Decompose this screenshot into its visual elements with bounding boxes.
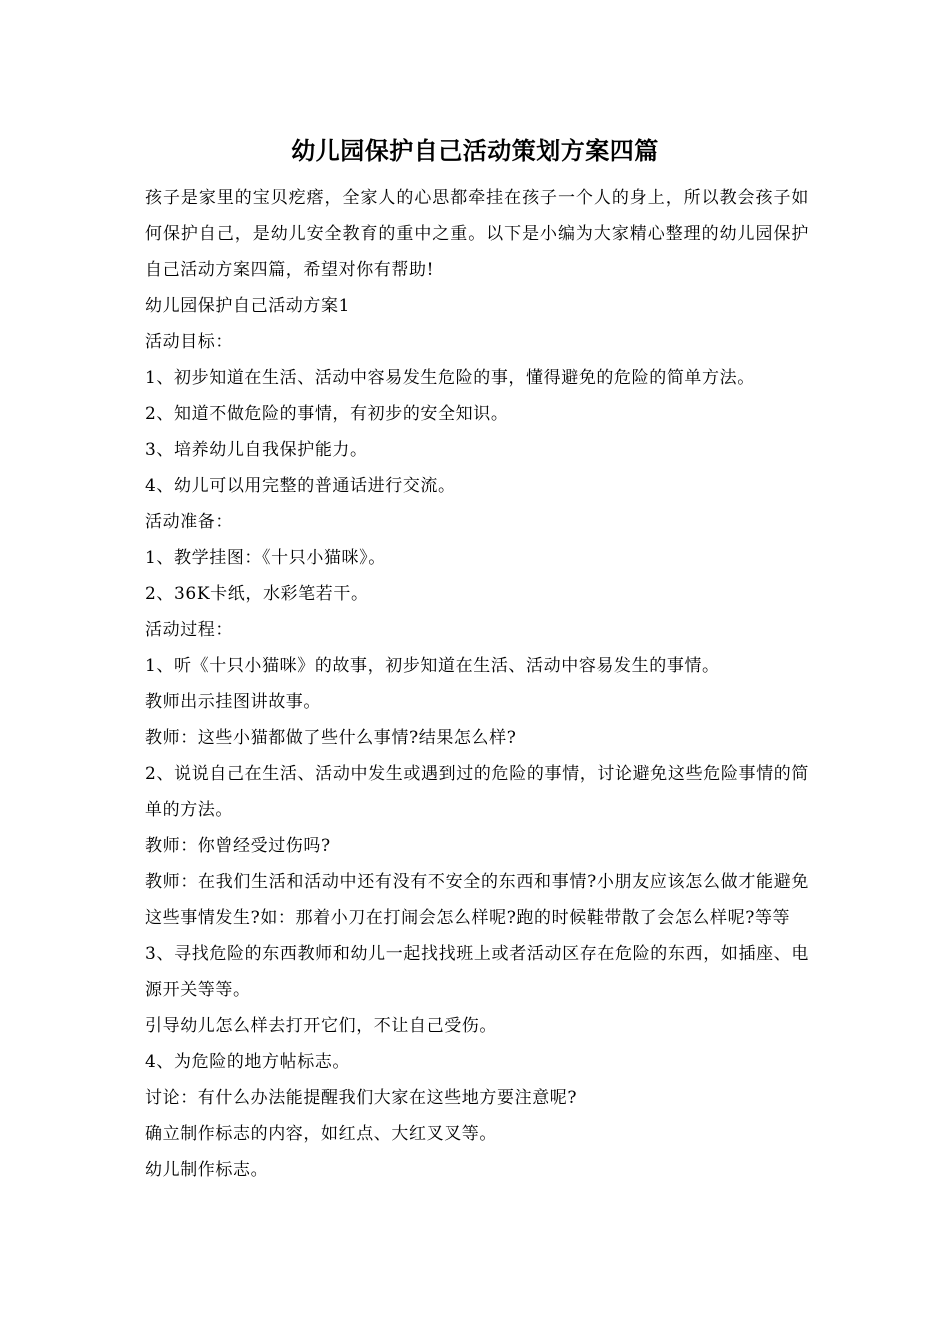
- subheading-preparation: 活动准备：: [145, 512, 233, 532]
- paragraph: 讨论：有什么办法能提醒我们大家在这些地方要注意呢?: [145, 1088, 578, 1108]
- list-item: 4、幼儿可以用完整的普通话进行交流。: [145, 476, 456, 496]
- document-body: [145, 180, 809, 1188]
- list-item: 2、36K卡纸，水彩笔若干。: [145, 584, 369, 604]
- list-item: 3、培养幼儿自我保护能力。: [145, 440, 368, 460]
- paragraph: 引导幼儿怎么样去打开它们，不让自己受伤。: [145, 1016, 497, 1036]
- subheading-process: 活动过程：: [145, 620, 233, 640]
- section-heading: 幼儿园保护自己活动方案1: [145, 296, 351, 316]
- paragraph-intro: 孩子是家里的宝贝疙瘩，全家人的心思都牵挂在孩子一个人的身上，所以教会孩子如何保护自己，是幼儿安全教育的重中之重。以下是小编为大家精心整理的幼儿园保护自己活动方案四篇，希望对你有帮助!: [145, 188, 809, 280]
- list-item: 2、说说自己在生活、活动中发生或遇到过的危险的事情，讨论避免这些危险事情的简单的方法。: [145, 764, 809, 820]
- paragraph: 幼儿制作标志。: [145, 1160, 269, 1180]
- paragraph: 教师：你曾经受过伤吗?: [145, 836, 331, 856]
- list-item: 2、知道不做危险的事情，有初步的安全知识。: [145, 404, 509, 424]
- paragraph: 教师出示挂图讲故事。: [145, 692, 321, 712]
- paragraph: 教师：这些小猫都做了些什么事情?结果怎么样?: [145, 728, 517, 748]
- list-item: 4、为危险的地方帖标志。: [145, 1052, 351, 1072]
- document-title: 幼儿园保护自己活动策划方案四篇: [291, 136, 659, 165]
- paragraph: 确立制作标志的内容，如红点、大红叉叉等。: [145, 1124, 497, 1144]
- list-item: 1、教学挂图：《十只小猫咪》。: [145, 548, 386, 568]
- paragraph: 教师：在我们生活和活动中还有没有不安全的东西和事情?小朋友应该怎么做才能避免这些事情发生?如：那着小刀在打闹会怎么样呢?跑的时候鞋带散了会怎么样呢?等等: [145, 872, 809, 928]
- list-item: 1、听《十只小猫咪》的故事，初步知道在生活、活动中容易发生的事情。: [145, 656, 720, 676]
- list-item: 3、寻找危险的东西教师和幼儿一起找找班上或者活动区存在危险的东西，如插座、电源开关等等。: [145, 944, 809, 1000]
- subheading-goals: 活动目标：: [145, 332, 233, 352]
- list-item: 1、初步知道在生活、活动中容易发生危险的事，懂得避免的危险的简单方法。: [145, 368, 755, 388]
